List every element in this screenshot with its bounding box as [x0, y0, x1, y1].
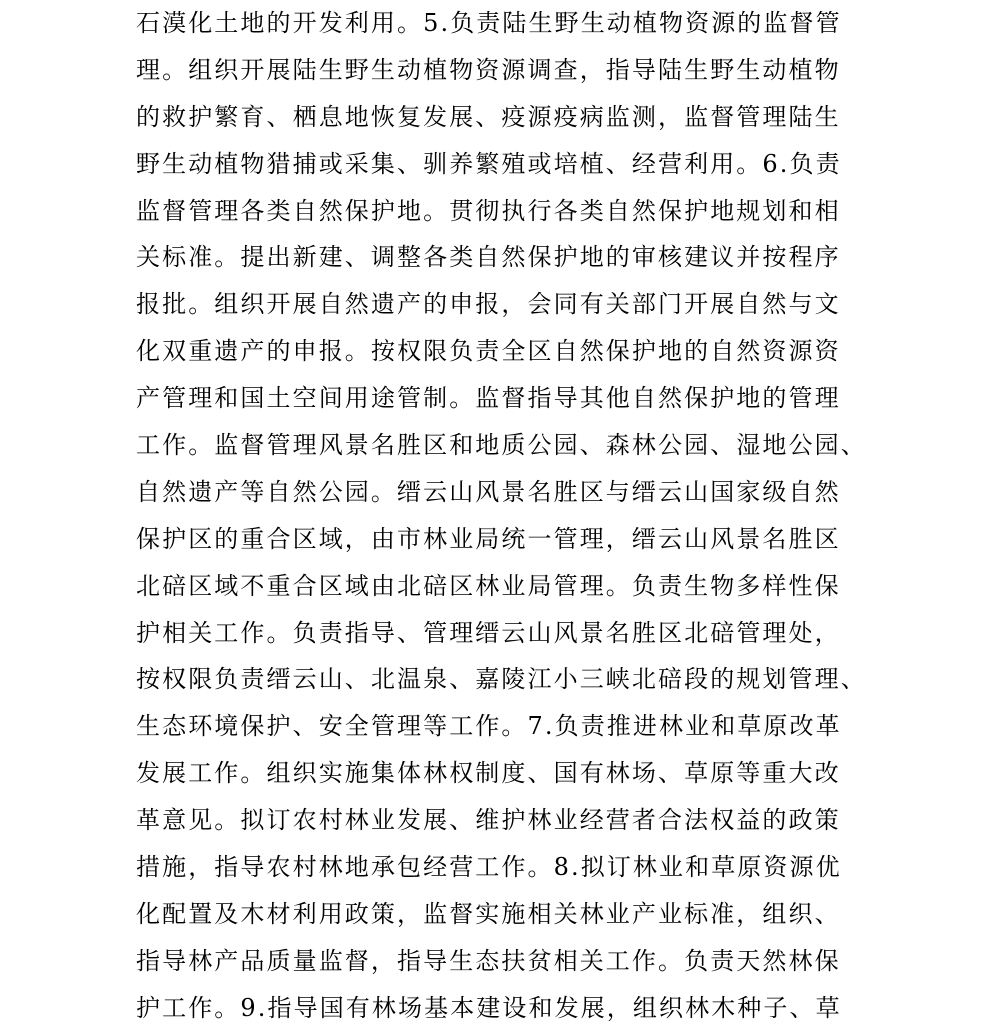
text-line: 指导林产品质量监督，指导生态扶贫相关工作。负责天然林保	[136, 946, 841, 975]
text-line: 措施，指导农村林地承包经营工作。8.拟订林业和草原资源优	[136, 853, 842, 882]
text-line: 关标准。提出新建、调整各类自然保护地的审核建议并按程序	[136, 243, 841, 272]
text-line: 自然遗产等自然公园。缙云山风景名胜区与缙云山国家级自然	[136, 477, 841, 506]
text-line: 产管理和国土空间用途管制。监督指导其他自然保护地的管理	[136, 384, 841, 413]
text-line: 护工作。9.指导国有林场基本建设和发展，组织林木种子、草	[136, 993, 842, 1022]
text-line: 发展工作。组织实施集体林权制度、国有林场、草原等重大改	[136, 759, 841, 788]
body-text	[136, 0, 896, 1032]
text-line: 野生动植物猎捕或采集、驯养繁殖或培植、经营利用。6.负责	[136, 149, 842, 178]
text-line: 石漠化土地的开发利用。5.负责陆生野生动植物资源的监督管	[136, 9, 842, 37]
text-line: 报批。组织开展自然遗产的申报，会同有关部门开展自然与文	[136, 290, 841, 319]
text-line: 按权限负责缙云山、北温泉、嘉陵江小三峡北碚段的规划管理、	[136, 665, 867, 694]
text-line: 的救护繁育、栖息地恢复发展、疫源疫病监测，监督管理陆生	[136, 102, 841, 131]
text-line: 生态环境保护、安全管理等工作。7.负责推进林业和草原改革	[136, 712, 842, 741]
text-line: 监督管理各类自然保护地。贯彻执行各类自然保护地规划和相	[136, 196, 841, 225]
text-line: 工作。监督管理风景名胜区和地质公园、森林公园、湿地公园、	[136, 431, 867, 460]
text-line: 保护区的重合区域，由市林业局统一管理，缙云山风景名胜区	[136, 524, 841, 553]
text-line: 北碚区域不重合区域由北碚区林业局管理。负责生物多样性保	[136, 571, 841, 600]
text-line: 化配置及木材利用政策，监督实施相关林业产业标准，组织、	[136, 899, 841, 928]
text-line: 理。组织开展陆生野生动植物资源调查，指导陆生野生动植物	[136, 55, 841, 84]
text-line: 化双重遗产的申报。按权限负责全区自然保护地的自然资源资	[136, 337, 841, 366]
text-line: 护相关工作。负责指导、管理缙云山风景名胜区北碚管理处，	[136, 618, 841, 647]
text-line: 革意见。拟订农村林业发展、维护林业经营者合法权益的政策	[136, 806, 841, 835]
